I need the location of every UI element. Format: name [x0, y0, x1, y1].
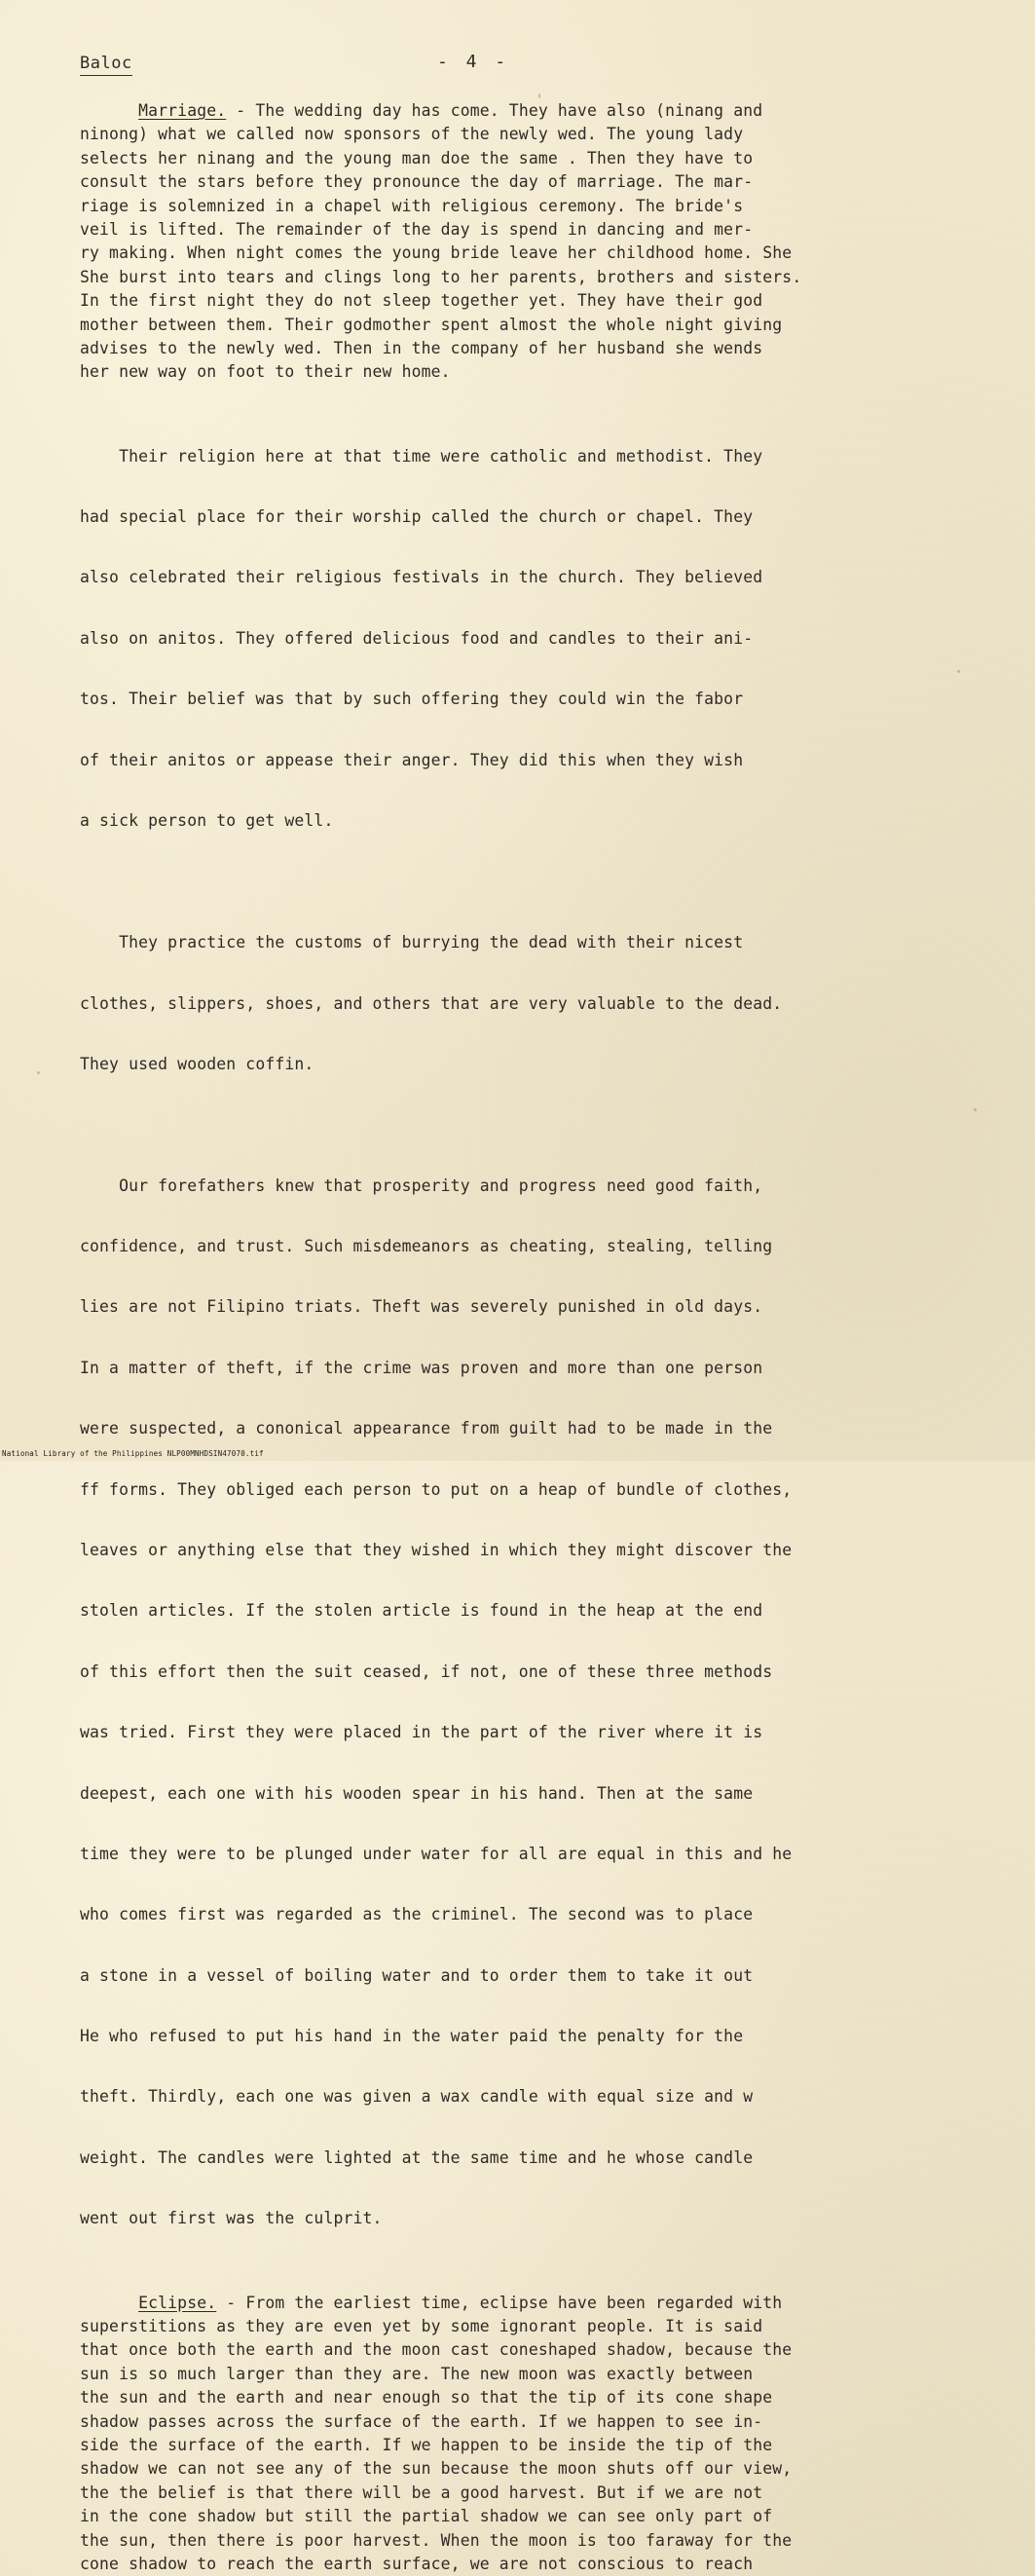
text-line: weight. The candles were lighted at the same time and he whose candle [80, 2147, 754, 2167]
paragraph-theft [80, 1138, 980, 2268]
text-line: She burst into tears and clings long to her parents, brothers and sisters. [80, 267, 802, 286]
section-heading-marriage: Marriage. [138, 101, 227, 120]
archive-caption: National Library of the Philippines NLP00MNHDSIN47070.tif [2, 1449, 264, 1458]
text-line: He who refused to put his hand in the water paid the penalty for the [80, 2027, 744, 2046]
text-line: shadow passes across the surface of the earth. If we happen to see in- [80, 2411, 763, 2431]
page-number: - 4 - [437, 52, 510, 72]
text-line: in the cone shadow but still the partial shadow we can see only part of [80, 2507, 773, 2526]
document-body [80, 99, 980, 2576]
text-line: the the belief is that there will be a good harvest. But if we are not [80, 2483, 763, 2502]
text-line: confidence, and trust. Such misdemeanors as cheating, stealing, telling [80, 1236, 773, 1255]
text-line: time they were to be plunged under water for all are equal in this and he [80, 1844, 793, 1863]
text-line: deepest, each one with his wooden spear in his hand. Then at the same [80, 1783, 754, 1803]
text-line: They used wooden coffin. [80, 1055, 314, 1074]
text-line: Marriage. - The wedding day has come. They have also (ninang and [138, 101, 763, 120]
text-line: ry making. When night comes the young bride leave her childhood home. She [80, 243, 793, 263]
text-line: of their anitos or appease their anger. They did this when they wish [80, 750, 744, 769]
text-line: In a matter of theft, if the crime was proven and more than one person [80, 1358, 763, 1377]
text-line: selects her ninang and the young man doe the same . Then they have to [80, 148, 754, 168]
text-line: that once both the earth and the moon cast coneshaped shadow, because the [80, 2340, 793, 2360]
text-line: Our forefathers knew that prosperity and progress need good faith, [80, 1176, 763, 1195]
text-line: a sick person to get well. [80, 811, 334, 831]
text-line: her new way on foot to their new home. [80, 362, 451, 382]
text-line: Their religion here at that time were catholic and methodist. They [80, 446, 763, 466]
text-line: went out first was the culprit. [80, 2209, 383, 2228]
text-line: was tried. First they were placed in the part of the river where it is [80, 1723, 763, 1742]
text-line: side the surface of the earth. If we happen to be inside the tip of the [80, 2435, 773, 2454]
text-line: of this effort then the suit ceased, if not, one of these three methods [80, 1661, 773, 1681]
text-line: had special place for their worship called the church or chapel. They [80, 507, 754, 527]
paragraph-religion [80, 408, 980, 871]
text-line: superstitions as they are even yet by some ignorant people. It is said [80, 2317, 763, 2336]
text-line: the sun, then there is poor harvest. When the moon is too faraway for the [80, 2530, 793, 2550]
text-line: Eclipse. - From the earliest time, eclipse have been regarded with [138, 2293, 783, 2312]
text-line: cone shadow to reach the earth surface, we are not conscious to reach [80, 2554, 754, 2573]
text-line: who comes first was regarded as the criminel. The second was to place [80, 1905, 754, 1924]
text-line: clothes, slippers, shoes, and others that are very valuable to the dead. [80, 993, 783, 1013]
text-line: also on anitos. They offered delicious food and candles to their ani- [80, 628, 754, 648]
text-line: mother between them. Their godmother spent almost the whole night giving [80, 315, 783, 334]
text-line: theft. Thirdly, each one was given a wax candle with equal size and w [80, 2087, 754, 2107]
text-line: stolen articles. If the stolen article is found in the heap at the end [80, 1601, 763, 1621]
text-line: consult the stars before they pronounce the day of marriage. The mar- [80, 172, 754, 192]
text-line: the sun and the earth and near enough so that the tip of its cone shape [80, 2388, 773, 2408]
paragraph-marriage [80, 99, 980, 385]
text-line: ff forms. They obliged each person to put on a heap of bundle of clothes, [80, 1479, 793, 1499]
text-line: tos. Their belief was that by such offering they could win the fabor [80, 690, 744, 709]
text-line: lies are not Filipino triats. Theft was severely punished in old days. [80, 1297, 763, 1317]
paragraph-eclipse [80, 2292, 980, 2576]
text-line: shadow we can not see any of the sun because the moon shuts off our view, [80, 2459, 793, 2479]
text-line: leaves or anything else that they wished in which they might discover the [80, 1540, 793, 1559]
text-line: They practice the customs of burrying the dead with their nicest [80, 933, 744, 952]
text-line: also celebrated their religious festivals in the church. They believed [80, 568, 763, 587]
text-line: In the first night they do not sleep together yet. They have their god [80, 291, 763, 311]
text-line: were suspected, a cononical appearance from guilt had to be made in the [80, 1419, 773, 1438]
text-line: riage is solemnized in a chapel with religious ceremony. The bride's [80, 196, 744, 215]
text-line: sun is so much larger than they are. The new moon was exactly between [80, 2364, 754, 2383]
header-location: Baloc [80, 53, 132, 76]
text-line: a stone in a vessel of boiling water and to order them to take it out [80, 1965, 754, 1985]
text-line: ninong) what we called now sponsors of the newly wed. The young lady [80, 125, 744, 144]
text-line: veil is lifted. The remainder of the day is spend in dancing and mer- [80, 219, 754, 239]
text-line: advises to the newly wed. Then in the company of her husband she wends [80, 338, 763, 357]
section-heading-eclipse: Eclipse. [138, 2293, 217, 2312]
paragraph-burial [80, 894, 980, 1113]
